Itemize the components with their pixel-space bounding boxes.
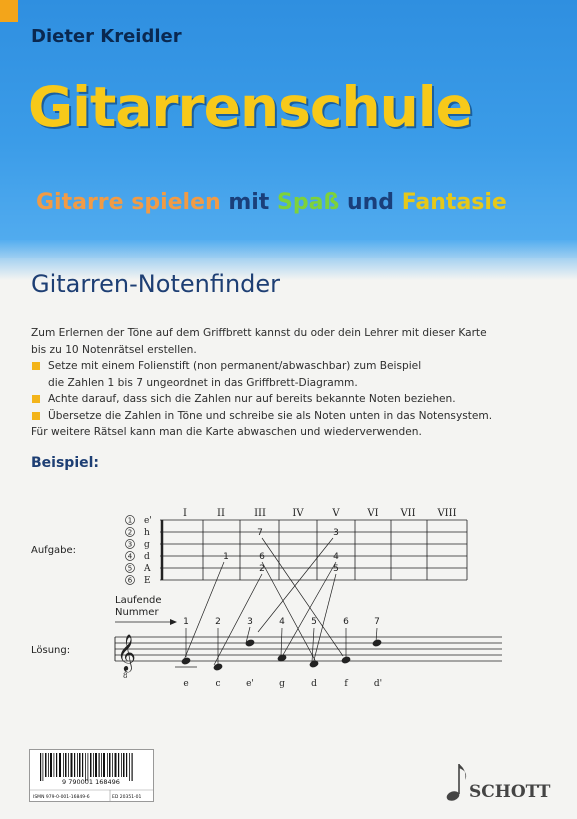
grid-number: 7: [257, 528, 263, 538]
barcode-label: [29, 749, 154, 802]
string-name: g: [144, 540, 150, 550]
fret-label: IV: [292, 508, 304, 519]
fret-label: V: [332, 508, 340, 519]
grid-number: 6: [259, 552, 265, 562]
string-name: d: [144, 552, 150, 562]
grid-number: 2: [259, 564, 265, 574]
intro-line-2: bis zu 10 Notenrätsel erstellen.: [31, 343, 197, 356]
fret-label: VII: [400, 508, 416, 519]
note-head: [372, 638, 383, 647]
running-number-label: Laufende: [115, 595, 162, 606]
string-number: 6: [127, 576, 133, 585]
string-number: 5: [127, 564, 133, 573]
grid-number: 5: [333, 564, 339, 574]
publisher-logo: [445, 760, 565, 805]
bullet-square-icon: [32, 362, 40, 370]
bullet-square-icon: [32, 395, 40, 403]
string-name: e': [144, 516, 152, 526]
running-number: 4: [279, 617, 285, 627]
connector-lines: [184, 538, 377, 665]
solution-label: Lösung:: [31, 645, 71, 656]
section-title: Gitarren-Notenfinder: [31, 270, 281, 298]
fretboard-diagram: [0, 495, 577, 695]
corner-accent: [0, 0, 18, 22]
running-number: 3: [247, 617, 253, 627]
note-name: c: [215, 679, 221, 689]
running-number: 2: [215, 617, 221, 627]
grid-number: 4: [333, 552, 339, 562]
edition-number: ED 20351-01: [112, 795, 142, 800]
string-number: 2: [127, 528, 133, 537]
instruction-bullet-continued: [31, 375, 551, 392]
note-head: [341, 655, 352, 664]
note-name: e': [246, 679, 254, 689]
note-name: f: [344, 679, 348, 689]
note-name: e: [183, 679, 189, 689]
string-number: 4: [127, 552, 133, 561]
running-number: 6: [343, 617, 349, 627]
bullet-text: Übersetze die Zahlen in Töne und schreibe sie als Noten unten in das Notensystem.: [48, 409, 493, 422]
author-name: Dieter Kreidler: [31, 26, 182, 47]
note-name: g: [279, 679, 285, 689]
fret-label: II: [217, 508, 225, 519]
subtitle-part-5: Fantasie: [401, 190, 507, 215]
bullet-square-icon: [32, 412, 40, 420]
note-head: [181, 656, 192, 665]
grid-number: 3: [333, 528, 339, 538]
running-number: 7: [374, 617, 380, 627]
instruction-bullet: [31, 408, 551, 425]
arrow-right-icon: [170, 619, 177, 625]
book-subtitle: [36, 192, 507, 214]
note-name: d: [311, 679, 317, 689]
barcode-number: 9 790001 168496: [62, 778, 120, 786]
string-name: h: [144, 528, 150, 538]
example-label: Beispiel:: [31, 455, 100, 471]
subtitle-part-2: mit: [228, 190, 270, 215]
subtitle-part-4: und: [346, 190, 395, 215]
task-label: Aufgabe:: [31, 545, 77, 556]
subtitle-part-1: Gitarre spielen: [36, 190, 221, 215]
barcode-icon: [30, 750, 153, 801]
fret-label: VIII: [437, 508, 457, 519]
subtitle-part-3: Spaß: [277, 190, 340, 215]
fret-label: I: [183, 508, 187, 519]
closing-line: Für weitere Rätsel kann man die Karte abwaschen und wiederverwenden.: [31, 426, 422, 438]
intro-line-1: Zum Erlernen der Töne auf dem Griffbrett kannst du oder dein Lehrer mit dieser Karte: [31, 327, 487, 339]
running-number-label: Nummer: [115, 607, 159, 618]
grid-number: 1: [223, 552, 229, 562]
fret-label: VI: [367, 508, 379, 519]
ismn-text: ISMN 979-0-001-16849-6: [33, 795, 90, 800]
music-staff: [115, 637, 502, 661]
publisher-name: SCHOTT: [469, 782, 551, 802]
bullet-text: Setze mit einem Folienstift (non permanent/abwaschbar) zum Beispiel: [48, 360, 422, 372]
bullet-text: die Zahlen 1 bis 7 ungeordnet in das Griffbrett-Diagramm.: [48, 376, 358, 389]
note-head: [245, 638, 256, 647]
note-name: d': [373, 679, 383, 689]
book-title: Gitarrenschule: [28, 75, 472, 139]
octave-mark-icon: 8: [123, 672, 128, 680]
running-number: 5: [311, 617, 317, 627]
running-number: 1: [183, 617, 189, 627]
instructions: [31, 325, 551, 441]
bullet-text: Achte darauf, dass sich die Zahlen nur auf bereits bekannte Noten beziehen.: [48, 393, 456, 405]
string-name: E: [144, 576, 151, 586]
string-number: 3: [127, 540, 133, 549]
string-name: A: [144, 564, 151, 574]
string-number: 1: [127, 516, 133, 525]
instruction-bullet: [31, 391, 551, 408]
fret-label: III: [254, 508, 266, 519]
treble-clef-icon: 𝄞: [117, 633, 136, 671]
instruction-bullet: [31, 358, 551, 375]
